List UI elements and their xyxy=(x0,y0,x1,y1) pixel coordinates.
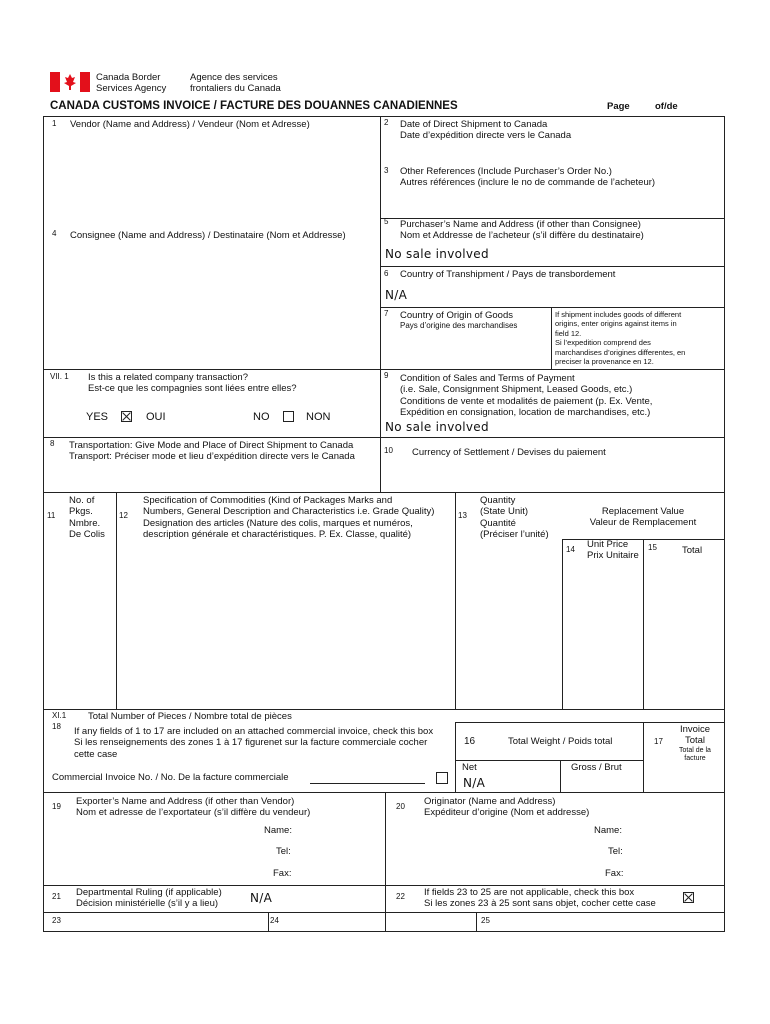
field-2-number: 2 xyxy=(384,118,389,127)
net-label: Net xyxy=(462,762,477,773)
field-2-label: Date of Direct Shipment to Canada Date d’expédition directe vers le Canada xyxy=(400,119,572,142)
field-23-number: 23 xyxy=(52,916,61,925)
of-label: of/de xyxy=(655,101,678,112)
field-21-value[interactable]: N/A xyxy=(250,891,273,905)
canada-flag-logo xyxy=(50,72,90,92)
field-vii-label: Is this a related company transaction? Est-ce que les compagnies sont liées entre elles? xyxy=(88,372,297,395)
field-4-label: Consignee (Name and Address) / Destinataire (Nom et Addresse) xyxy=(70,230,346,241)
field-6-value[interactable]: N/A xyxy=(385,288,408,302)
oui-label: OUI xyxy=(146,411,166,423)
commercial-invoice-label: Commercial Invoice No. / No. De la facture commerciale xyxy=(52,772,289,783)
yes-label: YES xyxy=(86,411,109,423)
field-6-label: Country of Transhipment / Pays de transbordement xyxy=(400,269,616,280)
gross-label: Gross / Brut xyxy=(571,762,622,773)
field-12-label: Specification of Commodities (Kind of Packages Marks and Numbers, General Description and Characteristics i.e. Grade Quality) Designation des articles (Nature des colis, marques et numéros, description générale et charactéristiques. P. Ex. Classe, qualité) xyxy=(143,495,435,541)
field-xi-label: Total Number of Pieces / Nombre total de pièces xyxy=(88,711,292,722)
field-xi-number: XI.1 xyxy=(52,711,67,720)
field-22-number: 22 xyxy=(396,892,405,901)
field-16-number: 16 xyxy=(464,736,476,747)
yes-checkbox[interactable] xyxy=(121,411,132,422)
page-label: Page xyxy=(607,101,630,112)
field-15-label: Total xyxy=(682,545,703,556)
field-7-number: 7 xyxy=(384,309,389,318)
field-5-label: Purchaser’s Name and Address (if other than Consignee) Nom et Addresse de l’acheteur (s’il diffère du destinataire) xyxy=(400,219,644,242)
fields-not-applicable-checkbox[interactable] xyxy=(683,892,694,903)
field-9-number: 9 xyxy=(384,371,389,380)
field-10-number: 10 xyxy=(384,446,393,455)
field-8-label: Transportation: Give Mode and Place of Direct Shipment to Canada Transport: Préciser mode et lieu d’expédition directe vers le Canada xyxy=(69,440,355,463)
field-22-label: If fields 23 to 25 are not applicable, check this box Si les zones 23 à 25 sont sans objet, cocher cette case xyxy=(424,887,656,910)
field-14-number: 14 xyxy=(566,545,575,554)
field-1-label: Vendor (Name and Address) / Vendeur (Nom et Adresse) xyxy=(70,119,310,130)
field-18-number: 18 xyxy=(52,722,61,731)
field-10-label: Currency of Settlement / Devises du paiement xyxy=(412,447,606,458)
field-4-number: 4 xyxy=(52,229,57,238)
field-24-number: 24 xyxy=(270,916,279,925)
field-15-number: 15 xyxy=(648,543,657,552)
field-21-label: Departmental Ruling (if applicable) Décision ministérielle (s’il y a lieu) xyxy=(76,887,222,910)
field-11-label: No. of Pkgs. Nmbre. De Colis xyxy=(69,495,105,541)
field-14-label: Unit Price Prix Unitaire xyxy=(587,539,639,562)
field-5-number: 5 xyxy=(384,217,389,226)
field-11-number: 11 xyxy=(47,511,56,520)
field-20-number: 20 xyxy=(396,802,405,811)
field-20-name: Name: xyxy=(594,825,622,836)
field-19-tel: Tel: xyxy=(276,846,291,857)
field-18-label: If any fields of 1 to 17 are included on an attached commercial invoice, check this box Si les renseignements des zones 1 à 17 figurenet sur la facture commerciale cocher cette case xyxy=(74,726,434,760)
field-20-label: Originator (Name and Address) Expéditeur d’origine (Nom et addresse) xyxy=(424,796,590,819)
field-7-label: Country of Origin of Goods Pays d’origine des marchandises xyxy=(400,310,518,331)
field-6-number: 6 xyxy=(384,269,389,278)
non-label: NON xyxy=(306,411,331,423)
field-25-number: 25 xyxy=(481,916,490,925)
commercial-invoice-line xyxy=(310,783,425,784)
agency-fr: Agence des services frontaliers du Canada xyxy=(190,72,281,95)
form-title: CANADA CUSTOMS INVOICE / FACTURE DES DOUANNES CANADIENNES xyxy=(50,100,458,112)
field-16-value[interactable]: N/A xyxy=(463,776,486,790)
field-13-number: 13 xyxy=(458,511,467,520)
field-19-fax: Fax: xyxy=(273,868,292,879)
field-13-label: Quantity (State Unit) Quantité (Préciser l’unité) xyxy=(480,495,549,541)
field-9-value[interactable]: No sale involved xyxy=(385,420,489,434)
no-checkbox[interactable] xyxy=(283,411,294,422)
field-7-note: If shipment includes goods of different origins, enter origins against items in field 12. Si l’expedition comprend des marchandises d’origines differentes, en preciser la provenance en 12. xyxy=(555,310,686,366)
replacement-value-label: Replacement Value Valeur de Remplacement xyxy=(589,506,697,529)
field-20-tel: Tel: xyxy=(608,846,623,857)
field-3-label: Other References (Include Purchaser’s Order No.) Autres références (inclure le no de commande de l’acheteur) xyxy=(400,166,656,189)
field-17-label: Invoice Total Total de la facture xyxy=(679,724,711,763)
field-20-fax: Fax: xyxy=(605,868,624,879)
field-19-name: Name: xyxy=(264,825,292,836)
agency-en: Canada Border Services Agency xyxy=(96,72,167,95)
field-9-label: Condition of Sales and Terms of Payment (i.e. Sale, Consignment Shipment, Leased Goods, etc.) Conditions de vente et modalités de paiement (p. Ex. Vente, Expédition en consignation, location de marchandises, etc.) xyxy=(400,373,653,419)
field-21-number: 21 xyxy=(52,892,61,901)
field-19-number: 19 xyxy=(52,802,61,811)
field-17-number: 17 xyxy=(654,737,663,746)
field-vii-number: VII. 1 xyxy=(50,372,69,381)
field-12-number: 12 xyxy=(119,511,128,520)
field-19-label: Exporter’s Name and Address (if other than Vendor) Nom et adresse de l’exportateur (s’il diffère du vendeur) xyxy=(76,796,311,819)
field-3-number: 3 xyxy=(384,166,389,175)
field-1-number: 1 xyxy=(52,119,57,128)
attached-invoice-checkbox[interactable] xyxy=(436,772,448,784)
field-8-number: 8 xyxy=(50,439,55,448)
no-label: NO xyxy=(253,411,270,423)
field-5-value[interactable]: No sale involved xyxy=(385,247,489,261)
field-16-label: Total Weight / Poids total xyxy=(508,736,613,747)
